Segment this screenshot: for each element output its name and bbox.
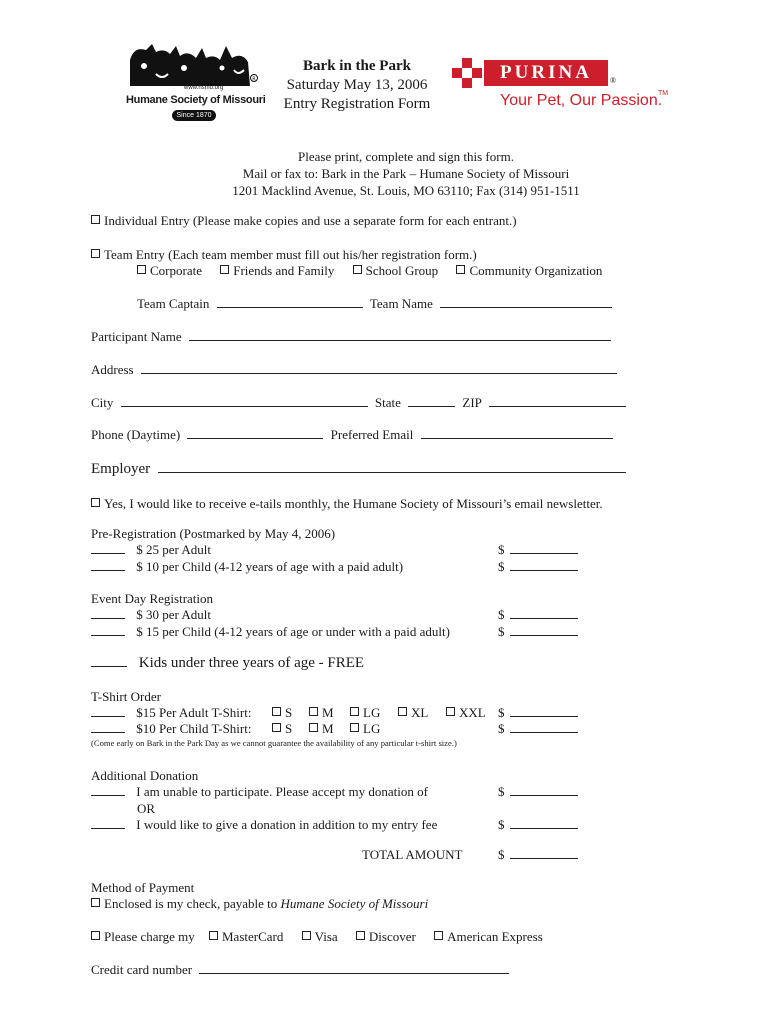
charge-label: Please charge my xyxy=(104,929,195,944)
individual-entry-label: Individual Entry (Please make copies and use a separate form for each entrant.) xyxy=(104,213,517,228)
tshirt-child-qty[interactable] xyxy=(91,721,125,733)
card-number-row xyxy=(91,962,509,978)
check-label: Enclosed is my check, payable to xyxy=(104,896,278,911)
event-child-label: $ 15 per Child (4-12 years of age or under with a paid adult) xyxy=(136,624,450,639)
tshirt-child-size-lg[interactable] xyxy=(350,721,380,737)
event-adult-row xyxy=(91,607,211,623)
donation-option-1-row xyxy=(91,784,428,800)
state-label: State xyxy=(374,395,401,410)
tshirt-child-amount xyxy=(498,721,578,737)
amex-checkbox[interactable] xyxy=(434,931,443,940)
card-mastercard[interactable] xyxy=(209,929,283,944)
city-field[interactable] xyxy=(121,395,368,407)
child-size-lg-checkbox[interactable] xyxy=(350,723,359,732)
donation-option-2-row xyxy=(91,817,437,833)
team-name-label: Team Name xyxy=(369,296,433,311)
size-label: XL xyxy=(411,705,429,720)
page-title: Bark in the Park xyxy=(303,58,411,74)
community-org-label: Community Organization xyxy=(469,263,603,278)
size-label: M xyxy=(322,721,334,736)
dollar-sign: $ xyxy=(498,817,505,832)
visa-checkbox[interactable] xyxy=(302,931,311,940)
purina-tagline: Your Pet, Our Passion. xyxy=(500,92,663,109)
participant-name-row xyxy=(91,329,611,345)
email-field[interactable] xyxy=(421,427,613,439)
phone-email-row xyxy=(91,427,613,443)
team-entry-option[interactable] xyxy=(91,247,477,263)
adult-size-xxl-checkbox[interactable] xyxy=(446,707,455,716)
instructions xyxy=(186,148,626,199)
team-type-friends[interactable] xyxy=(220,263,334,278)
email-label: Preferred Email xyxy=(330,427,414,442)
size-label: XXL xyxy=(459,705,486,720)
event-child-qty[interactable] xyxy=(91,624,125,636)
dollar-sign: $ xyxy=(498,559,505,574)
charge-option[interactable] xyxy=(91,929,195,944)
team-captain-field[interactable] xyxy=(217,296,363,308)
humane-society-logo xyxy=(126,40,266,130)
instruction-line-2: Mail or fax to: Bark in the Park – Humane Society of Missouri xyxy=(242,166,570,181)
checkerboard-icon xyxy=(452,58,482,88)
size-label: LG xyxy=(363,705,381,720)
phone-field[interactable] xyxy=(187,427,323,439)
donation-option-1-label: I am unable to participate. Please accept my donation of xyxy=(136,784,428,799)
address-field[interactable] xyxy=(141,362,617,374)
child-size-s-checkbox[interactable] xyxy=(272,723,281,732)
adult-size-m-checkbox[interactable] xyxy=(309,707,318,716)
city-state-zip-row xyxy=(91,395,626,411)
donation-option-1-mark[interactable] xyxy=(91,784,125,796)
total-amount-label: TOTAL AMOUNT xyxy=(362,847,463,862)
purina-wordmark: PURINA xyxy=(484,60,608,86)
event-adult-qty[interactable] xyxy=(91,607,125,619)
child-size-m-checkbox[interactable] xyxy=(309,723,318,732)
donation-heading: Additional Donation xyxy=(91,768,199,783)
donation-option-2-label: I would like to give a donation in addition to my entry fee xyxy=(136,817,438,832)
pre-reg-adult-amount xyxy=(498,542,578,558)
mastercard-label: MasterCard xyxy=(221,929,284,944)
check-payee: Humane Society of Missouri xyxy=(280,896,429,911)
donation-option-2-mark[interactable] xyxy=(91,817,125,829)
team-type-school[interactable] xyxy=(353,263,439,278)
purina-reg-mark: ® xyxy=(610,76,617,85)
card-discover[interactable] xyxy=(356,929,416,944)
total-amount xyxy=(498,847,578,863)
individual-entry-checkbox[interactable] xyxy=(91,215,100,224)
dollar-sign: $ xyxy=(498,624,505,639)
team-captain-label: Team Captain xyxy=(137,296,210,311)
event-adult-amount xyxy=(498,607,578,623)
city-label: City xyxy=(91,395,114,410)
adult-size-s-checkbox[interactable] xyxy=(272,707,281,716)
donation-or: OR xyxy=(137,801,156,816)
event-child-amount-field[interactable] xyxy=(510,624,578,636)
svg-text:R: R xyxy=(252,76,256,83)
tshirt-adult-size-xl[interactable] xyxy=(398,705,428,721)
employer-label: Employer xyxy=(91,461,151,477)
purina-tm: TM xyxy=(658,90,669,97)
charge-row xyxy=(91,929,543,945)
header-text-block xyxy=(262,57,452,114)
kids-free-qty[interactable] xyxy=(91,654,127,667)
instruction-line-1: Please print, complete and sign this form. xyxy=(298,149,514,164)
phone-label: Phone (Daytime) xyxy=(91,427,181,442)
adult-size-lg-checkbox[interactable] xyxy=(350,707,359,716)
dollar-sign: $ xyxy=(498,607,505,622)
individual-entry-option[interactable] xyxy=(91,213,517,229)
size-label: LG xyxy=(363,721,381,736)
check-payment-option[interactable] xyxy=(91,896,428,912)
mastercard-checkbox[interactable] xyxy=(209,931,218,940)
zip-field[interactable] xyxy=(489,395,626,407)
team-type-community[interactable] xyxy=(456,263,602,278)
address-label: Address xyxy=(91,362,134,377)
participant-name-field[interactable] xyxy=(189,329,611,341)
size-label: M xyxy=(322,705,334,720)
pre-reg-child-amount-field[interactable] xyxy=(510,559,578,571)
card-amex[interactable] xyxy=(434,929,543,944)
donation-option-2-amount-field[interactable] xyxy=(510,817,578,829)
participant-name-label: Participant Name xyxy=(91,329,182,344)
tshirt-note: (Come early on Bark in the Park Day as we cannot guarantee the availability of any particular t-shirt size.) xyxy=(91,738,457,748)
newsletter-option[interactable] xyxy=(91,496,603,512)
dollar-sign: $ xyxy=(498,705,505,720)
dollar-sign: $ xyxy=(498,542,505,557)
payment-heading: Method of Payment xyxy=(91,880,195,895)
team-type-corporate[interactable] xyxy=(137,263,202,278)
pre-reg-child-label: $ 10 per Child (4-12 years of age with a paid adult) xyxy=(136,559,404,574)
tshirt-heading: T-Shirt Order xyxy=(91,689,161,704)
kids-free-row xyxy=(91,654,364,672)
tshirt-child-label: $10 Per Child T-Shirt: xyxy=(136,721,252,736)
logo-org-name: Humane Society of Missouri xyxy=(126,94,266,106)
instruction-line-3: 1201 Macklind Avenue, St. Louis, MO 63110; Fax (314) 951-1511 xyxy=(232,183,580,198)
team-entry-checkbox[interactable] xyxy=(91,249,100,258)
donation-option-1-amount-field[interactable] xyxy=(510,784,578,796)
amex-label: American Express xyxy=(447,929,543,944)
pre-registration-heading: Pre-Registration (Postmarked by May 4, 2006) xyxy=(91,526,336,541)
event-day-heading: Event Day Registration xyxy=(91,591,214,606)
tshirt-child-size-s[interactable] xyxy=(272,721,292,737)
charge-checkbox[interactable] xyxy=(91,931,100,940)
event-adult-label: $ 30 per Adult xyxy=(136,607,211,622)
tshirt-child-row xyxy=(91,721,251,737)
pre-reg-child-amount xyxy=(498,559,578,575)
form-name: Entry Registration Form xyxy=(283,96,431,112)
check-checkbox[interactable] xyxy=(91,898,100,907)
pre-reg-adult-qty[interactable] xyxy=(91,542,125,554)
card-number-field[interactable] xyxy=(199,962,509,974)
event-date: Saturday May 13, 2006 xyxy=(286,77,428,93)
school-group-label: School Group xyxy=(365,263,439,278)
tshirt-adult-row xyxy=(91,705,251,721)
address-row xyxy=(91,362,617,378)
tshirt-adult-label: $15 Per Adult T-Shirt: xyxy=(136,705,252,720)
event-adult-amount-field[interactable] xyxy=(510,607,578,619)
tshirt-adult-amount-field[interactable] xyxy=(510,705,578,717)
school-group-checkbox[interactable] xyxy=(353,265,362,274)
team-entry-label: Team Entry (Each team member must fill out his/her registration form.) xyxy=(104,247,477,262)
tshirt-adult-size-xxl[interactable] xyxy=(446,705,486,721)
tshirt-adult-size-lg[interactable] xyxy=(350,705,380,721)
tshirt-child-size-m[interactable] xyxy=(309,721,334,737)
adult-size-xl-checkbox[interactable] xyxy=(398,707,407,716)
corporate-label: Corporate xyxy=(150,263,202,278)
size-label: S xyxy=(285,705,293,720)
card-number-label: Credit card number xyxy=(91,962,193,977)
tshirt-child-amount-field[interactable] xyxy=(510,721,578,733)
team-captain-row xyxy=(137,296,612,312)
pre-reg-adult-row xyxy=(91,542,211,558)
card-visa[interactable] xyxy=(302,929,338,944)
zip-label: ZIP xyxy=(462,395,482,410)
pre-reg-adult-label: $ 25 per Adult xyxy=(136,542,211,557)
tshirt-adult-amount xyxy=(498,705,578,721)
size-label: S xyxy=(285,721,293,736)
dollar-sign: $ xyxy=(498,847,505,862)
corporate-checkbox[interactable] xyxy=(137,265,146,274)
logo-website: www.hsmo.org xyxy=(184,85,224,91)
pre-reg-child-row xyxy=(91,559,403,575)
tshirt-adult-size-m[interactable] xyxy=(309,705,334,721)
pre-reg-child-qty[interactable] xyxy=(91,559,125,571)
total-amount-field[interactable] xyxy=(510,847,578,859)
event-child-amount xyxy=(498,624,578,640)
friends-family-label: Friends and Family xyxy=(233,263,335,278)
tshirt-adult-size-s[interactable] xyxy=(272,705,292,721)
state-field[interactable] xyxy=(408,395,455,407)
kids-free-label: Kids under three years of age - FREE xyxy=(138,655,365,671)
friends-family-checkbox[interactable] xyxy=(220,265,229,274)
event-child-row xyxy=(91,624,450,640)
discover-checkbox[interactable] xyxy=(356,931,365,940)
tshirt-adult-qty[interactable] xyxy=(91,705,125,717)
visa-label: Visa xyxy=(314,929,338,944)
discover-label: Discover xyxy=(368,929,416,944)
donation-option-1-amount xyxy=(498,784,578,800)
team-name-field[interactable] xyxy=(440,296,612,308)
logo-since-badge: Since 1870 xyxy=(172,110,216,121)
newsletter-label: Yes, I would like to receive e-tails monthly, the Humane Society of Missouri’s email newsletter. xyxy=(104,496,603,511)
employer-row xyxy=(91,460,626,478)
donation-option-2-amount xyxy=(498,817,578,833)
pre-reg-adult-amount-field[interactable] xyxy=(510,542,578,554)
dollar-sign: $ xyxy=(498,784,505,799)
newsletter-checkbox[interactable] xyxy=(91,498,100,507)
community-org-checkbox[interactable] xyxy=(456,265,465,274)
dollar-sign: $ xyxy=(498,721,505,736)
team-type-options xyxy=(137,263,602,279)
employer-field[interactable] xyxy=(158,460,626,473)
